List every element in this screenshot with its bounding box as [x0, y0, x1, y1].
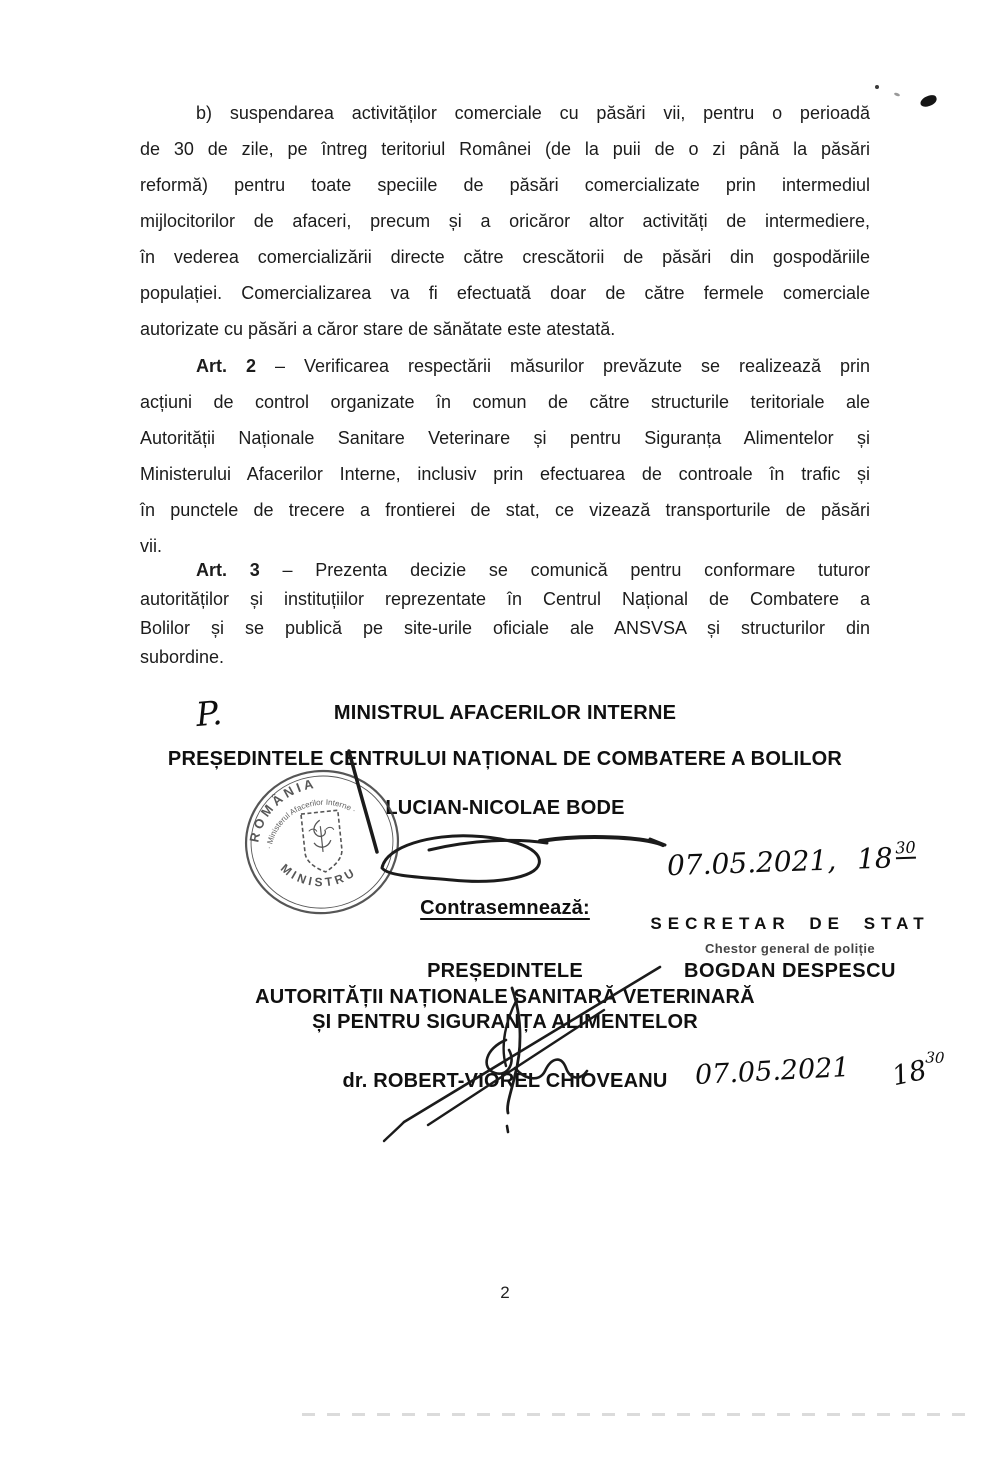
ansvsa-president-name: dr. ROBERT-VIOREL CHIOVEANU: [342, 1070, 668, 1092]
handwritten-time: $18^{30}$: [889, 1048, 946, 1093]
text-line: în vederea comercializării directe către crescătorii de păsări din gospodăriile: [140, 247, 870, 267]
chioveanu-signature: [507, 1126, 508, 1132]
handwritten-date: 07.05.2021,: [666, 843, 837, 883]
bode-signature-flourish: [429, 840, 547, 850]
article-3-paragraph: [140, 556, 870, 672]
countersign-label: Contrasemnează:: [420, 897, 590, 919]
text-line: acțiuni de control organizate în comun de către structurile teritoriale ale: [140, 392, 870, 412]
text-line: populației. Comercializarea va fi efectuată doar de către fermele comerciale: [140, 283, 870, 303]
ink-smudge: [894, 92, 901, 97]
ansvsa-title-line2: AUTORITĂȚII NAȚIONALE SANITARĂ VETERINARĂ: [255, 986, 755, 1008]
bode-signature-flourish: [540, 837, 663, 845]
text-line: de 30 de zile, pe întreg teritoriul Românei (de la puii de o zi până la păsări: [140, 139, 870, 159]
svg-text:M I N I S T R U: [277, 854, 357, 894]
ink-blot: [919, 94, 938, 109]
minister-heading: MINISTRUL AFACERILOR INTERNE: [333, 702, 677, 724]
chioveanu-signature: [384, 1122, 404, 1141]
minister-name: LUCIAN-NICOLAE BODE: [385, 797, 625, 819]
article-3-label: Art. 3: [196, 560, 260, 580]
ink-dot: [875, 85, 879, 89]
paragraph-b: [140, 95, 870, 347]
secretary-title: SECRETAR DE STAT: [650, 914, 930, 933]
ansvsa-title-line3: ȘI PENTRU SIGURANȚA ALIMENTELOR: [312, 1011, 698, 1033]
handwritten-datetime-2: [694, 1048, 946, 1093]
secretary-name: BOGDAN DESPESCU: [684, 960, 896, 982]
text-line: vii.: [140, 536, 162, 556]
secretary-subtitle: Chestor general de poliție: [704, 941, 876, 956]
handwritten-time-minutes: 30: [925, 1048, 946, 1067]
handwritten-date: 07.05.2021: [694, 1051, 851, 1092]
handwritten-time-minutes: 30: [894, 837, 916, 857]
article-2-first-line: – Verificarea respectării măsurilor prevăzute se realizează prin: [255, 356, 870, 376]
handwritten-p-mark: P.: [194, 692, 224, 735]
text-line: autorităților și instituțiilor reprezentate în Centrul Național de Combatere a: [140, 589, 870, 609]
text-line: în punctele de trecere a frontierei de stat, ce vizează transporturile de păsări: [140, 500, 870, 520]
handwritten-datetime-1: [640, 837, 941, 883]
article-2-label: Art. 2: [196, 356, 256, 376]
coat-of-arms-shield: [301, 810, 344, 874]
text-line: [140, 348, 870, 384]
scan-artifact-line: [302, 1413, 970, 1416]
text-line: Ministerului Afacerilor Interne, inclusiv prin efectuarea de controale în trafic și: [140, 464, 870, 484]
text-line: Autorității Naționale Sanitare Veterinare și pentru Siguranța Alimentelor și: [140, 428, 870, 448]
stamp-ministry-text: · Ministerul Afacerilor Interne ·: [264, 797, 358, 850]
text-line: subordine.: [140, 647, 225, 667]
handwritten-time: 18: [856, 841, 894, 876]
bode-signature-flourish: [650, 839, 665, 845]
article-2-paragraph: [140, 348, 870, 564]
chioveanu-signature: [487, 1040, 512, 1074]
page-number: 2: [500, 1283, 510, 1302]
text-line: [140, 556, 870, 585]
article-3-first-line: – Prezenta decizie se comunică pentru conformare tuturor: [259, 560, 870, 580]
stamp-country-text: R O M Â N I A: [246, 776, 315, 844]
president-heading: PREȘEDINTELE CENTRULUI NAȚIONAL DE COMBATERE A BOLILOR: [167, 748, 843, 770]
text-line: autorizate cu păsări a căror stare de sănătate este atestată.: [140, 319, 616, 339]
text-line: Bolilor și se publică pe site-urile oficiale ale ANSVSA și structurilor din: [140, 618, 870, 638]
text-line: reformă) pentru toate speciile de păsări comercializate prin intermediul: [140, 175, 870, 195]
stamp-minister-text: M I N I S T R U: [277, 861, 357, 890]
ansvsa-title-line1: PREȘEDINTELE: [427, 960, 583, 982]
text-line: mijlocitorilor de afaceri, precum și a oricăror altor activități de intermediere,: [140, 211, 870, 231]
text-line: b) suspendarea activităților comerciale cu păsări vii, pentru o perioadă: [196, 103, 870, 123]
svg-text:R O M Â N I A: [240, 776, 320, 845]
